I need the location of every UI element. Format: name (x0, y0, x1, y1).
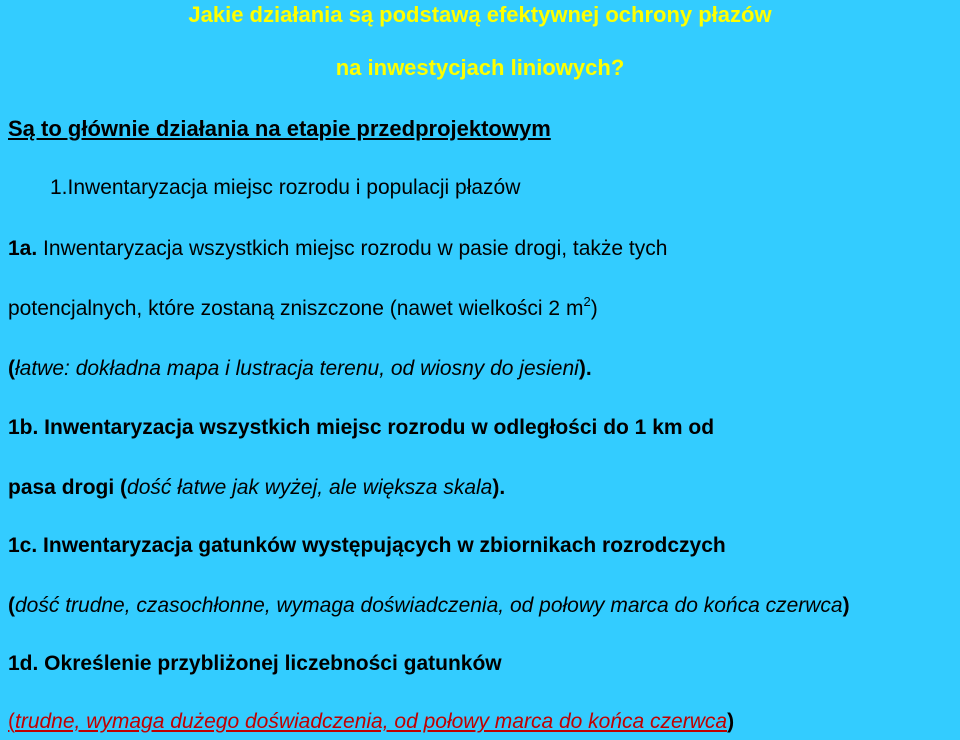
item-1c-note-line (8, 593, 850, 619)
item-1d-line-1 (8, 651, 502, 677)
item-1a-note-close: ). (578, 357, 592, 380)
item-1a-note-line (8, 356, 592, 382)
item-1d-note: trudne, wymaga dużego doświadczenia, od połowy marca do końca czerwca (15, 710, 728, 733)
page-title-line-2: na inwestycjach liniowych? (335, 55, 625, 80)
item-1a-note-open: ( (8, 357, 15, 380)
item-1a-line-2 (8, 296, 598, 322)
item-1a-label: 1a. (8, 237, 38, 260)
item-1c-label: 1c. (8, 534, 38, 557)
item-1b-line-2 (8, 475, 505, 501)
item-1c-note-open: ( (8, 594, 15, 617)
item-1c-note-close: ) (842, 594, 850, 617)
item-1d-label: 1d. (8, 652, 39, 675)
item-1c-line-1 (8, 533, 726, 559)
item-1d-text-1: Określenie przybliżonej liczebności gatunków (38, 652, 502, 675)
item-1a-line-1 (8, 236, 667, 262)
item-1b-note: dość łatwe jak wyżej, ale większa skala (127, 476, 493, 499)
item-1: 1.Inwentaryzacja miejsc rozrodu i populacji płazów (50, 176, 521, 199)
item-1a-text-2-end: ) (590, 297, 598, 320)
item-1b-text-2: pasa drogi ( (8, 476, 128, 499)
item-1d-note-close: ) (727, 710, 735, 733)
item-1d-note-line (8, 709, 734, 735)
item-1b-text-1: Inwentaryzacja wszystkich miejsc rozrodu w odległości do 1 km od (38, 416, 715, 439)
item-1d-note-open: ( (8, 710, 15, 733)
item-1b-line-1 (8, 415, 714, 441)
item-1b-label: 1b. (8, 416, 39, 439)
section-heading: Są to głównie działania na etapie przedprojektowym (8, 116, 551, 141)
item-1b-note-close: ). (492, 476, 506, 499)
item-1c-text-1: Inwentaryzacja gatunków występujących w zbiornikach rozrodczych (37, 534, 726, 557)
page-title-line-1: Jakie działania są podstawą efektywnej ochrony płazów (188, 2, 772, 27)
item-1a-superscript: 2 (583, 294, 591, 309)
item-1a-text-1: Inwentaryzacja wszystkich miejsc rozrodu w pasie drogi, także tych (37, 237, 668, 260)
item-1a-note: łatwe: dokładna mapa i lustracja terenu, od wiosny do jesieni (15, 357, 579, 380)
item-1c-note: dość trudne, czasochłonne, wymaga doświadczenia, od połowy marca do końca czerwca (15, 594, 843, 617)
item-1a-text-2: potencjalnych, które zostaną zniszczone (nawet wielkości 2 m (8, 297, 584, 320)
